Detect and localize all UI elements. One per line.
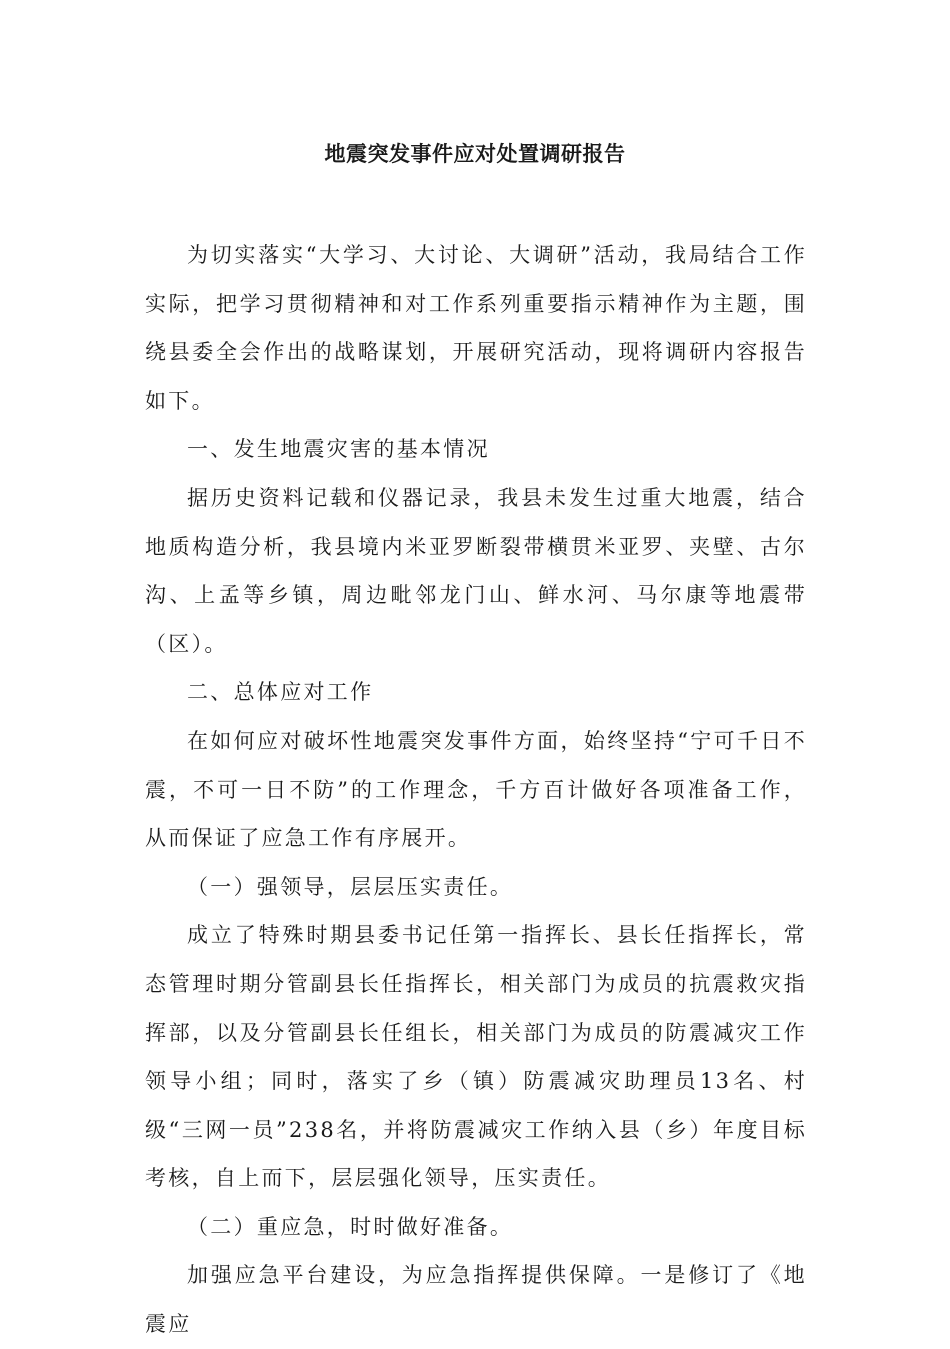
section-heading-2: 二、总体应对工作 [187, 680, 374, 705]
document-title: 地震突发事件应对处置调研报告 [324, 142, 626, 166]
intro-paragraph: 为切实落实“大学习、大讨论、大调研”活动，我局结合工作实际，把学习贯彻精神和对工作系列重要指示精神作为主题，围绕县委全会作出的战略谋划，开展研究活动，现将调研内容报告如下。 [145, 243, 807, 413]
subsection-1-paragraph: 成立了特殊时期县委书记任第一指挥长、县长任指挥长，常态管理时期分管副县长任指挥长，相关部门为成员的抗震救灾指挥部，以及分管副县长任组长，相关部门为成员的防震减灾工作领导小组；同时，落实了乡（镇）防震减灾助理员13名、村级“三网一员”238名，并将防震减灾工作纳入县（乡）年度目标考核，自上而下，层层强化领导，压实责任。 [145, 923, 807, 1191]
section-1-paragraph: 据历史资料记载和仪器记录，我县未发生过重大地震，结合地质构造分析，我县境内米亚罗断裂带横贯米亚罗、夹壁、古尔沟、上孟等乡镇，周边毗邻龙门山、鲜水河、马尔康等地震带（区）。 [145, 485, 807, 656]
section-heading-1: 一、发生地震灾害的基本情况 [187, 437, 490, 462]
subsection-heading-1: （一）强领导，层层压实责任。 [187, 874, 514, 899]
subsection-heading-2: （二）重应急，时时做好准备。 [187, 1214, 514, 1239]
subsection-2-paragraph: 加强应急平台建设，为应急指挥提供保障。一是修订了《地震应 [145, 1263, 807, 1337]
section-2-paragraph: 在如何应对破坏性地震突发事件方面，始终坚持“宁可千日不震，不可一日不防”的工作理念，千方百计做好各项准备工作，从而保证了应急工作有序展开。 [145, 728, 807, 851]
document-body [145, 231, 807, 1349]
